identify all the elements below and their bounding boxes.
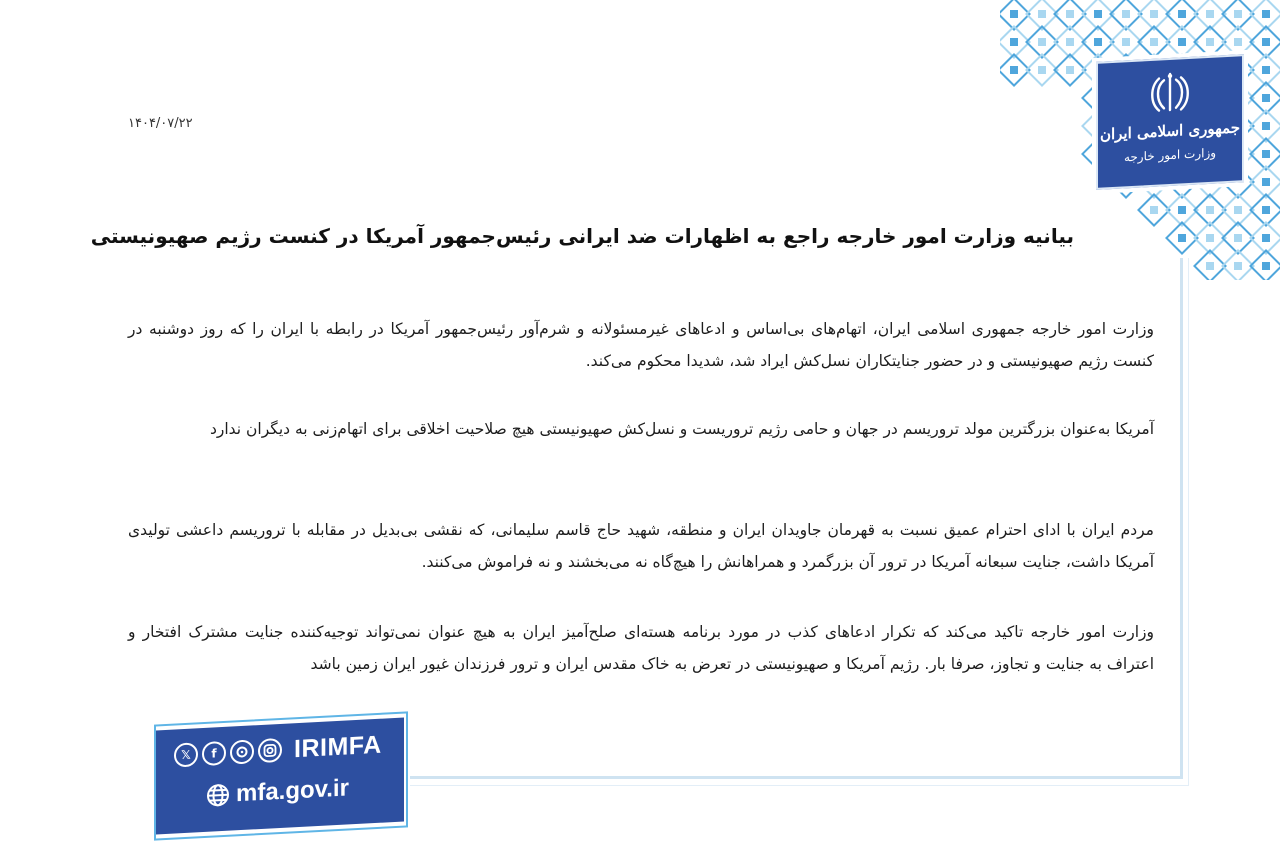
emblem-title: جمهوری اسلامی ایران	[1099, 118, 1241, 144]
website-row[interactable]	[206, 774, 349, 809]
statement-title: بیانیه وزارت امور خارجه راجع به اظهارات ضد ایرانی رئیس‌جمهور آمریکا در کنست رژیم صهیونیستی	[90, 224, 1074, 248]
aparat-icon[interactable]	[230, 739, 254, 764]
pattern-tile	[1222, 222, 1253, 253]
pattern-tile	[1250, 0, 1280, 30]
social-badge	[156, 718, 404, 835]
ministry-emblem-badge	[1096, 54, 1244, 190]
social-handle[interactable]: IRIMFA	[294, 730, 382, 764]
statement-paragraph-4: وزارت امور خارجه تاکید می‌کند که تکرار ادعاهای کذب در مورد برنامه هسته‌ای صلح‌آمیز ایران به هیچ عنوان نمی‌تواند توجیه‌کننده جنایت مشترک افتخار و اعتراف به جنایت و تجاوز، صرفا بار. رژیم آمریکا و صهیونیستی در تعرض به خاک مقدس ایران و ترور فرزندان غیور ایران زمین باشد	[128, 622, 1154, 673]
pattern-tile	[1194, 26, 1225, 57]
pattern-tile	[1166, 194, 1197, 225]
pattern-tile	[1166, 26, 1197, 57]
pattern-tile	[1222, 194, 1253, 225]
pattern-tile	[1194, 194, 1225, 225]
pattern-tile	[1166, 222, 1197, 253]
pattern-tile	[1026, 54, 1057, 85]
pattern-tile	[1054, 26, 1085, 57]
emblem-subtitle: وزارت امور خارجه	[1123, 145, 1217, 165]
statement-paragraph-3: مردم ایران با ادای احترام عمیق نسبت به قهرمان جاویدان ایران و منطقه، شهید حاج قاسم سلیمانی، که نقشی بی‌بدیل در مقابله با تروریسم داعشی تولیدی آمریکا داشت، جنایت سبعانه آمریکا در ترور آن بزرگمرد و همراهانش را هیچ‌گاه نه می‌بخشند و نه فراموش می‌کنند.	[128, 520, 1154, 571]
aparat-glyph	[235, 745, 249, 760]
pattern-tile	[1250, 250, 1280, 280]
pattern-tile	[1000, 0, 1030, 30]
statement-paragraph-1: وزارت امور خارجه جمهوری اسلامی ایران، اتهام‌های بی‌اساس و ادعاهای غیرمسئولانه و شرم‌آور رئیس‌جمهور آمریکا در رابطه با ایران را که روز دوشنبه در کنست رژیم صهیونیستی و در حضور جنایتکاران نسل‌کش ایراد شد، شدیدا محکوم می‌کند.	[128, 319, 1154, 370]
instagram-icon[interactable]	[258, 738, 282, 763]
iran-emblem-icon	[1148, 69, 1192, 115]
frame-line-bottom	[410, 776, 1183, 779]
pattern-tile	[1082, 26, 1113, 57]
x-icon[interactable]: 𝕏	[174, 742, 198, 767]
pattern-tile	[1138, 26, 1169, 57]
pattern-tile	[1110, 26, 1141, 57]
pattern-tile	[1138, 194, 1169, 225]
website-link[interactable]: mfa.gov.ir	[236, 774, 349, 808]
social-icons	[174, 738, 282, 770]
facebook-icon[interactable]: f	[202, 741, 226, 766]
instagram-glyph	[263, 743, 277, 758]
frame-line-right-inner	[1188, 258, 1189, 786]
statement-date: ۱۴۰۴/۰۷/۲۲	[128, 116, 193, 131]
pattern-tile	[1026, 26, 1057, 57]
pattern-tile	[1222, 26, 1253, 57]
frame-line-bottom-inner	[410, 785, 1189, 786]
globe-icon	[206, 783, 230, 808]
pattern-tile	[1194, 222, 1225, 253]
frame-line-right	[1180, 258, 1183, 778]
pattern-tile	[1054, 54, 1085, 85]
statement-paragraph-2: آمریکا به‌عنوان بزرگترین مولد تروریسم در جهان و حامی رژیم تروریست و نسل‌کش صهیونیستی هیچ صلاحیت اخلاقی برای اتهام‌زنی به دیگران ندارد	[209, 419, 1154, 438]
